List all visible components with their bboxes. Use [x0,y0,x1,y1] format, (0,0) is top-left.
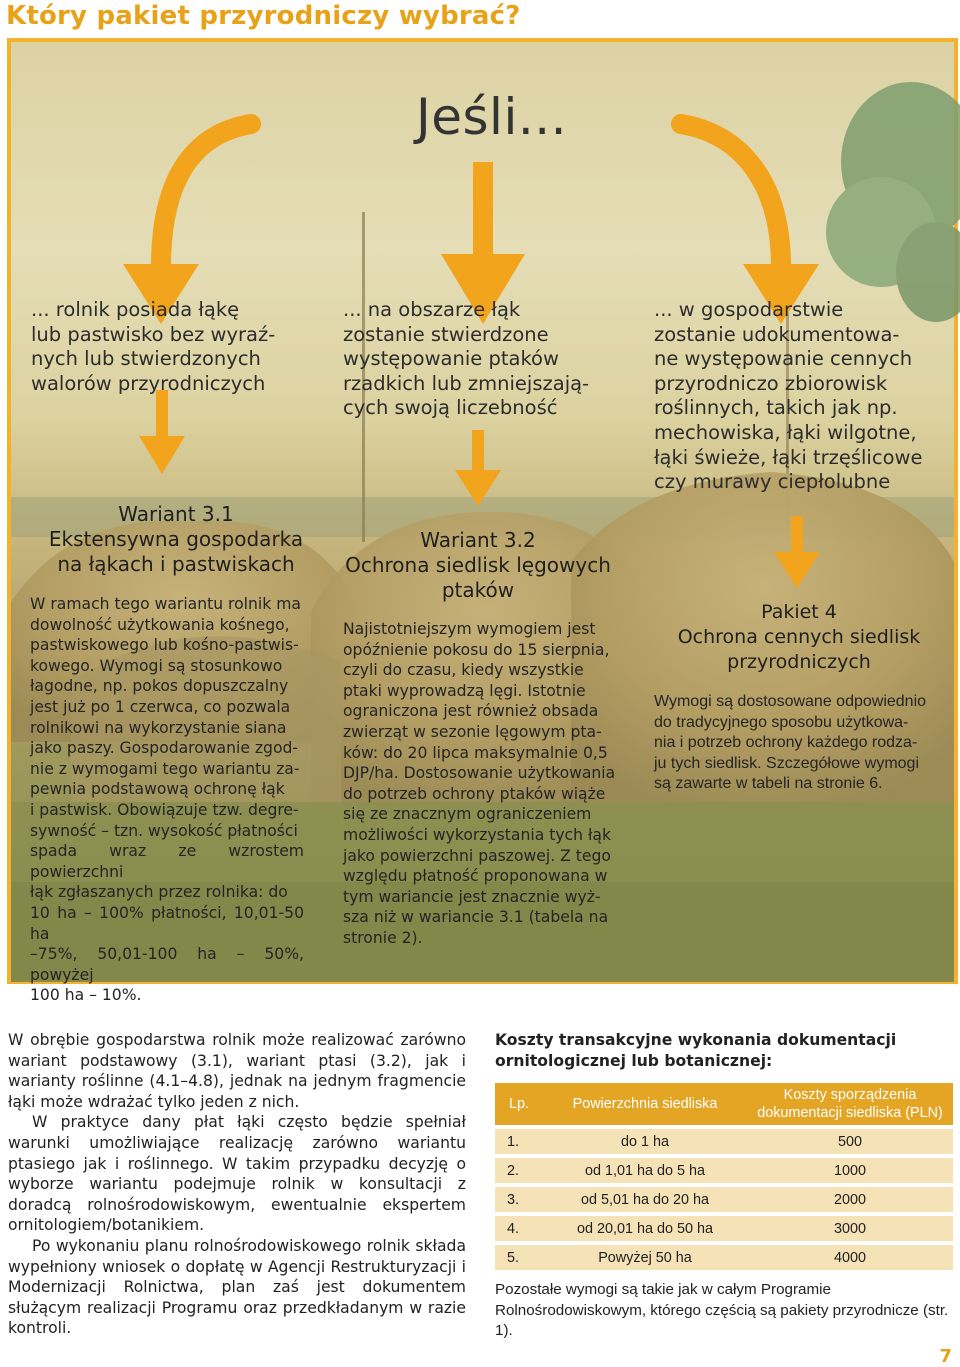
condition-1: ... rolnik posiada łąkę lub pastwisko bez wyraź- nych lub stwierdzonych walorów przyrodniczych [31,298,276,395]
down-arrow-variant-1-icon [139,390,185,474]
if-heading: Jeśli... [416,88,568,146]
condition-2: ... na obszarze łąk zostanie stwierdzone występowanie ptaków rzadkich lub zmniejszają- cych swoją liczebność [343,298,590,420]
cell-lp: 3. [495,1187,543,1212]
body-paragraph: W praktyce dany płat łąki często będzie spełniał warunki umożliwiające realizację zarówno wariantu ptasiego jak i roślinnego. W takim przypadku decyzję o wyborze wariantu podejmuje rolnik w konsultacji z doradcą rolnośrodowiskowym, ewentualnie ekspertem ornitologiem/botanikiem. [8,1113,466,1235]
page-title: Który pakiet przyrodniczy wybrać? [6,1,521,31]
table-row [495,1245,953,1270]
variant-3-1-title: Wariant 3.1 Ekstensywna gospodarka na łąkach i pastwiskach [48,502,304,576]
cell-lp: 2. [495,1158,543,1183]
package-4-description: Wymogi są dostosowane odpowiednio do tradycyjnego sposobu użytkowa- nia i potrzeb ochrony każdego rodza- ju tych siedlisk. Szczegółowe wymogi są zawarte w tabeli na stronie 6. [654,693,927,793]
curved-arrow-right-icon [681,124,819,324]
cell-area: od 1,01 ha do 5 ha [543,1158,747,1183]
header-cost: Koszty sporządzenia dokumentacji siedliska (PLN) [747,1083,953,1125]
table-header-row [495,1083,953,1125]
cell-area: Powyżej 50 ha [543,1245,747,1270]
costs-section [495,1030,955,1342]
table-row [495,1187,953,1212]
table-row [495,1158,953,1183]
cell-lp: 4. [495,1216,543,1241]
variant-3-2-description: Najistotniejszym wymogiem jest opóźnienie pokosu do 15 sierpnia, czyli do czasu, kiedy wszystkie ptaki wyprowadzą lęgi. Istotnie ograniczona jest również obsada zwierząt w sezonie lęgowym pta- ków: do 20 lipca maksymalnie 0,5 DJP/ha. Dostosowanie użytkowania do potrzeb ochrony ptaków wiąże się ze znacznym ograniczeniem możliwości wykorzystania tych łąk jako powierzchni paszowej. Z tego względu płatność proponowana w tym wariancie jest znacznie wyż- sza niż w wariancie 3.1 (tabela na stronie 2). [343,620,616,947]
body-paragraph: Po wykonaniu planu rolnośrodowiskowego rolnik składa wypełniony wniosek o dopłatę w Agencji Restrukturyzacji i Modernizacji Rolnictwa, plan zaś jest dokumentem służącym realizacji Programu oraz przedkładanym w razie kontroli. [8,1236,466,1338]
variant-3-2-title: Wariant 3.2 Ochrona siedlisk lęgowych ptaków [345,528,611,602]
down-arrow-variant-2-icon [455,430,501,506]
cell-cost: 3000 [747,1216,953,1241]
condition-3: ... w gospodarstwie zostanie udokumentowa- ne występowanie cennych przyrodniczo zbiorowisk roślinnych, takich jak np. mechowiska, łąki wilgotne, łąki świeże, łąki trzęślicowe czy murawy ciepłolubne [654,298,923,494]
page-number: 7 [939,1346,952,1367]
table-row [495,1216,953,1241]
cell-lp: 5. [495,1245,543,1270]
cell-cost: 500 [747,1129,953,1154]
table-row [495,1129,953,1154]
tree [826,82,960,322]
body-text [8,1030,466,1339]
hero-panel [7,38,958,1005]
cell-area: od 5,01 ha do 20 ha [543,1187,747,1212]
costs-title: Koszty transakcyjne wykonania dokumentacji ornitologicznej lub botanicznej: [495,1031,897,1070]
cell-area: do 1 ha [543,1129,747,1154]
header-area: Powierzchnia siedliska [543,1083,747,1125]
cell-area: od 20,01 ha do 50 ha [543,1216,747,1241]
cell-cost: 1000 [747,1158,953,1183]
header-lp: Lp. [495,1083,543,1125]
costs-table [495,1079,953,1274]
body-paragraph: W obrębie gospodarstwa rolnik może realizować zarówno wariant podstawowy (3.1), wariant ptasi (3.2), jak i warianty roślinne (4.1–4.8), jednak na jednym fragmencie łąki może wdrażać tylko jeden z nich. [8,1031,466,1111]
curved-arrow-left-icon [123,124,251,324]
costs-note: Pozostałe wymogi są takie jak w całym Programie Rolnośrodowiskowym, którego częścią są pakiety przyrodnicze (str. 1). [495,1281,949,1340]
variant-3-1-description: W ramach tego wariantu rolnik ma dowolność użytkowania kośnego, pastwiskowego lub kośno-pastwis- kowego. Wymogi są stosunkowo łagodne, np. pokos dopuszczalny jest już po 1 czerwca, co pozwala rolnikowi na wykorzystanie siana jako paszy. Gospodarowanie zgod- nie z wymogami tego wariantu za- pewnia podstawową ochronę łąk i pastwisk. Obowiązuje tzw. degre- sywność – tzn. wysokość płatności spada wraz ze wzrostem powierzchni łąk zgłaszanych przez rolnika: do 10 ha – 100% płatności, 10,01-50 ha –75%, 50,01-100 ha – 50%, powyżej 100 ha – 10%. [30,595,304,1005]
cell-lp: 1. [495,1129,543,1154]
cell-cost: 4000 [747,1245,953,1270]
package-4-title: Pakiet 4 Ochrona cennych siedlisk przyrodniczych [677,601,921,673]
cell-cost: 2000 [747,1187,953,1212]
